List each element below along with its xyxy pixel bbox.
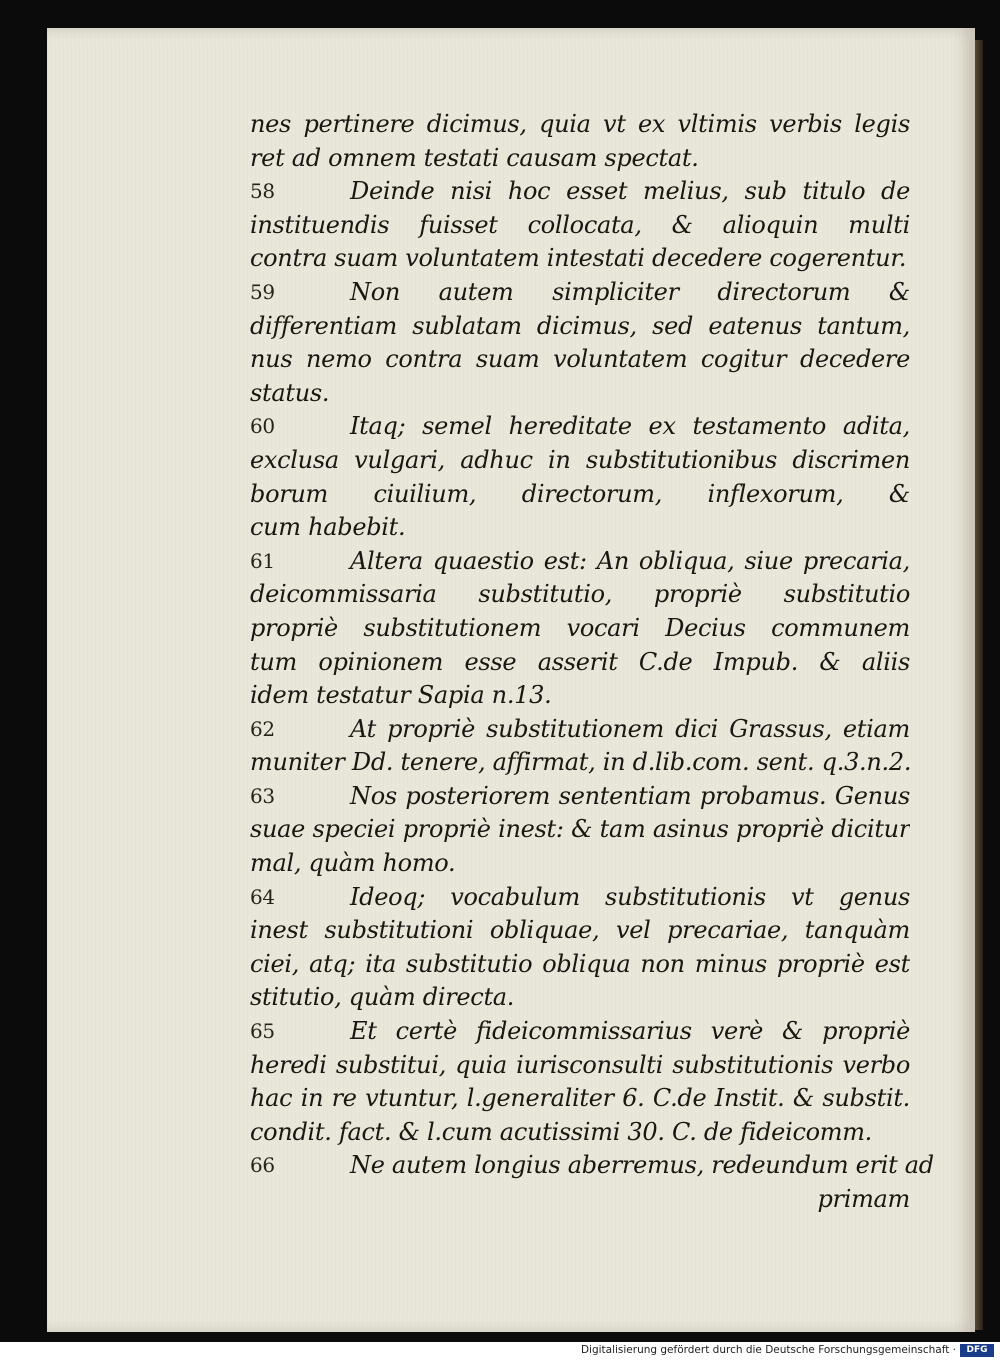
text-line: Deinde nisi hoc esset melius, sub titulo de [350,177,910,206]
text-line: status. [250,378,330,407]
paragraph [250,1015,910,1149]
text-line: nus nemo contra suam voluntatem cogitur decedere [250,345,910,374]
page-edge [975,40,983,1330]
paragraph-number: 61 [250,548,275,573]
text-line: hac in re vtuntur, l.generaliter 6. C.de Instit. & substit. [250,1084,910,1113]
text-line: Ne autem longius aberremus, redeundum erit ad [350,1151,934,1180]
paragraph [250,175,910,276]
digitization-footer [0,1342,1000,1360]
paragraph-number: 62 [250,716,275,741]
text-line: muniter Dd. tenere, affirmat, in d.lib.com. sent. q.3.n.2. [250,748,912,777]
text-line: propriè substitutionem vocari Decius communem [250,613,910,642]
text-line: borum ciuilium, directorum, inflexorum, & [250,479,910,508]
paragraph [250,780,910,881]
paragraph [250,881,910,1015]
text-line: cum habebit. [250,513,406,542]
text-line: ciei, atq; ita substitutio obliqua non minus propriè est [250,949,910,978]
text-line: condit. fact. & l.cum acutissimi 30. C. de fideicomm. [250,1117,872,1146]
paragraph [250,713,910,780]
paragraph [250,1149,934,1183]
text-line: suae speciei propriè inest: & tam asinus propriè dicitur [250,815,910,844]
text-line: Et certè fideicommissarius verè & propriè [350,1017,910,1046]
text-line: differentiam sublatam dicimus, sed eatenus tantum, [250,311,910,340]
text-line: tum opinionem esse asserit C.de Impub. & aliis [250,647,910,676]
text-line: Itaq; semel hereditate ex testamento adita, [350,412,910,441]
paragraph-number: 60 [250,414,275,439]
paragraph [250,410,910,544]
dfg-logo: DFG [960,1344,994,1357]
text-line: exclusa vulgari, adhuc in substitutionibus discrimen [250,445,910,474]
paragraph [250,545,910,713]
text-line: stitutio, quàm directa. [250,983,515,1012]
paragraph [250,276,910,410]
paragraph-number: 58 [250,179,275,204]
text-line: ret ad omnem testati causam spectat. [250,143,699,172]
text-line: heredi substitui, quia iurisconsulti substitutionis verbo [250,1050,910,1079]
text-line: instituendis fuisset collocata, & alioquin multi [250,210,910,239]
funding-note: Digitalisierung gefördert durch die Deutsche Forschungsgemeinschaft · [580,1344,956,1356]
paragraph-number: 59 [250,279,275,304]
paragraph-number: 65 [250,1019,275,1044]
paragraph-number: 64 [250,884,275,909]
catchword: primam [817,1185,910,1213]
text-line: deicommissaria substitutio, propriè substitutio [250,580,910,609]
paragraph-number: 66 [250,1153,275,1178]
paragraph [250,108,910,175]
text-line: nes pertinere dicimus, quia vt ex vltimis verbis legis [250,110,910,138]
text-line: Nos posteriorem sententiam probamus. Genus [350,781,910,810]
text-line: Altera quaestio est: An obliqua, siue precaria, [350,546,910,575]
text-line: idem testatur Sapia n.13. [250,681,552,710]
text-line: Non autem simpliciter directorum & [350,277,910,306]
body-text [250,108,934,1217]
paragraph-number: 63 [250,783,275,808]
text-line: inest substitutioni obliquae, vel precariae, tanquàm [250,916,910,945]
text-line: mal, quàm homo. [250,849,456,878]
text-line: At propriè substitutionem dici Grassus, etiam [350,714,910,743]
text-line: Ideoq; vocabulum substitutionis vt genus [350,882,910,911]
text-line: contra suam voluntatem intestati decedere cogerentur. [250,244,907,273]
